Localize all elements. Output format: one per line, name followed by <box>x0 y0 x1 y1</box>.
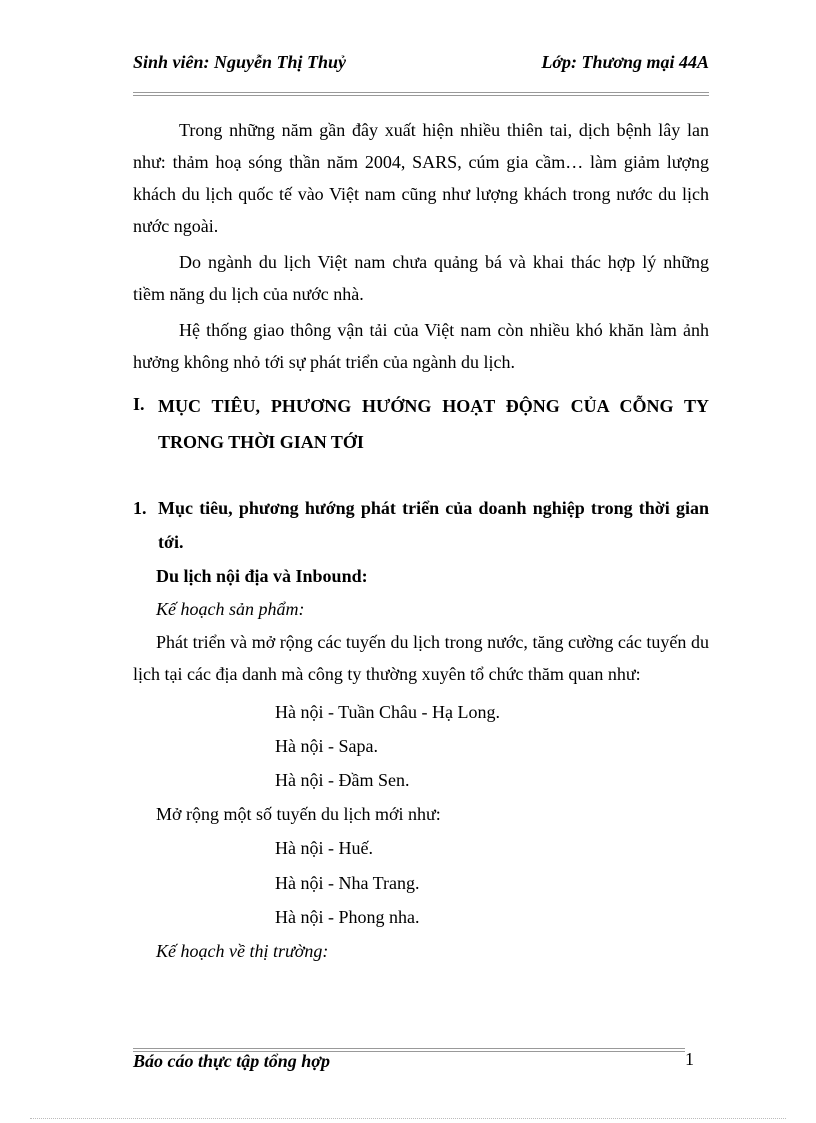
section-title: MỤC TIÊU, PHƯƠNG HƯỚNG HOẠT ĐỘNG CỦA CỖNG TY TRONG THỜI GIAN TỚI <box>158 396 709 452</box>
route-item: Hà nội - Tuần Châu - Hạ Long. <box>275 702 500 722</box>
paragraph-disasters: Trong những năm gần đây xuất hiện nhiều thiên tai, dịch bệnh lây lan như: thảm hoạ sóng thần năm 2004, SARS, cúm gia cầm… làm giảm lượng khách du lịch quốc tế vào Việt nam cũng như lượng khách trong nước du lịch nước ngoài. <box>133 120 709 236</box>
route-item: Hà nội - Sapa. <box>275 736 378 756</box>
paragraph-transport: Hệ thống giao thông vận tải của Việt nam còn nhiều khó khăn làm ảnh hưởng không nhỏ tới sự phát triển của ngành du lịch. <box>133 320 709 372</box>
route-item: Hà nội - Phong nha. <box>275 907 420 927</box>
route-item: Hà nội - Huế. <box>275 838 373 858</box>
route-item: Hà nội - Đầm Sen. <box>275 770 410 790</box>
subsection-title: Mục tiêu, phương hướng phát triển của doanh nghiệp trong thời gian tới. <box>158 498 709 552</box>
new-routes-intro: Mở rộng một số tuyến du lịch mới như: <box>156 804 441 824</box>
section-heading <box>133 388 709 460</box>
plan-section <box>133 560 709 980</box>
product-plan-label: Kế hoạch sản phẩm: <box>156 599 305 619</box>
page-header <box>133 52 709 78</box>
body-intro <box>133 114 709 378</box>
domestic-heading: Du lịch nội địa và Inbound: <box>156 566 368 586</box>
section-number: I. <box>133 394 145 414</box>
student-name: Sinh viên: Nguyễn Thị Thuỷ <box>133 52 347 72</box>
product-plan-text: Phát triển và mở rộng các tuyến du lịch trong nước, tăng cường các tuyến du lịch tại các địa danh mà công ty thường xuyên tổ chức thăm quan như: <box>133 632 709 684</box>
paragraph-promotion: Do ngành du lịch Việt nam chưa quảng bá và khai thác hợp lý những tiềm năng du lịch của nước nhà. <box>133 252 709 304</box>
subsection-number: 1. <box>133 498 147 518</box>
page-number: 1 <box>685 1049 694 1069</box>
class-name: Lớp: Thương mại 44A <box>541 52 709 72</box>
subsection-heading <box>133 491 709 559</box>
market-plan-label: Kế hoạch về thị trường: <box>156 941 329 961</box>
page-bottom-dotted-line <box>30 1118 786 1119</box>
header-rule <box>133 92 709 96</box>
footer-title: Báo cáo thực tập tổng hợp <box>133 1051 330 1071</box>
route-item: Hà nội - Nha Trang. <box>275 873 420 893</box>
